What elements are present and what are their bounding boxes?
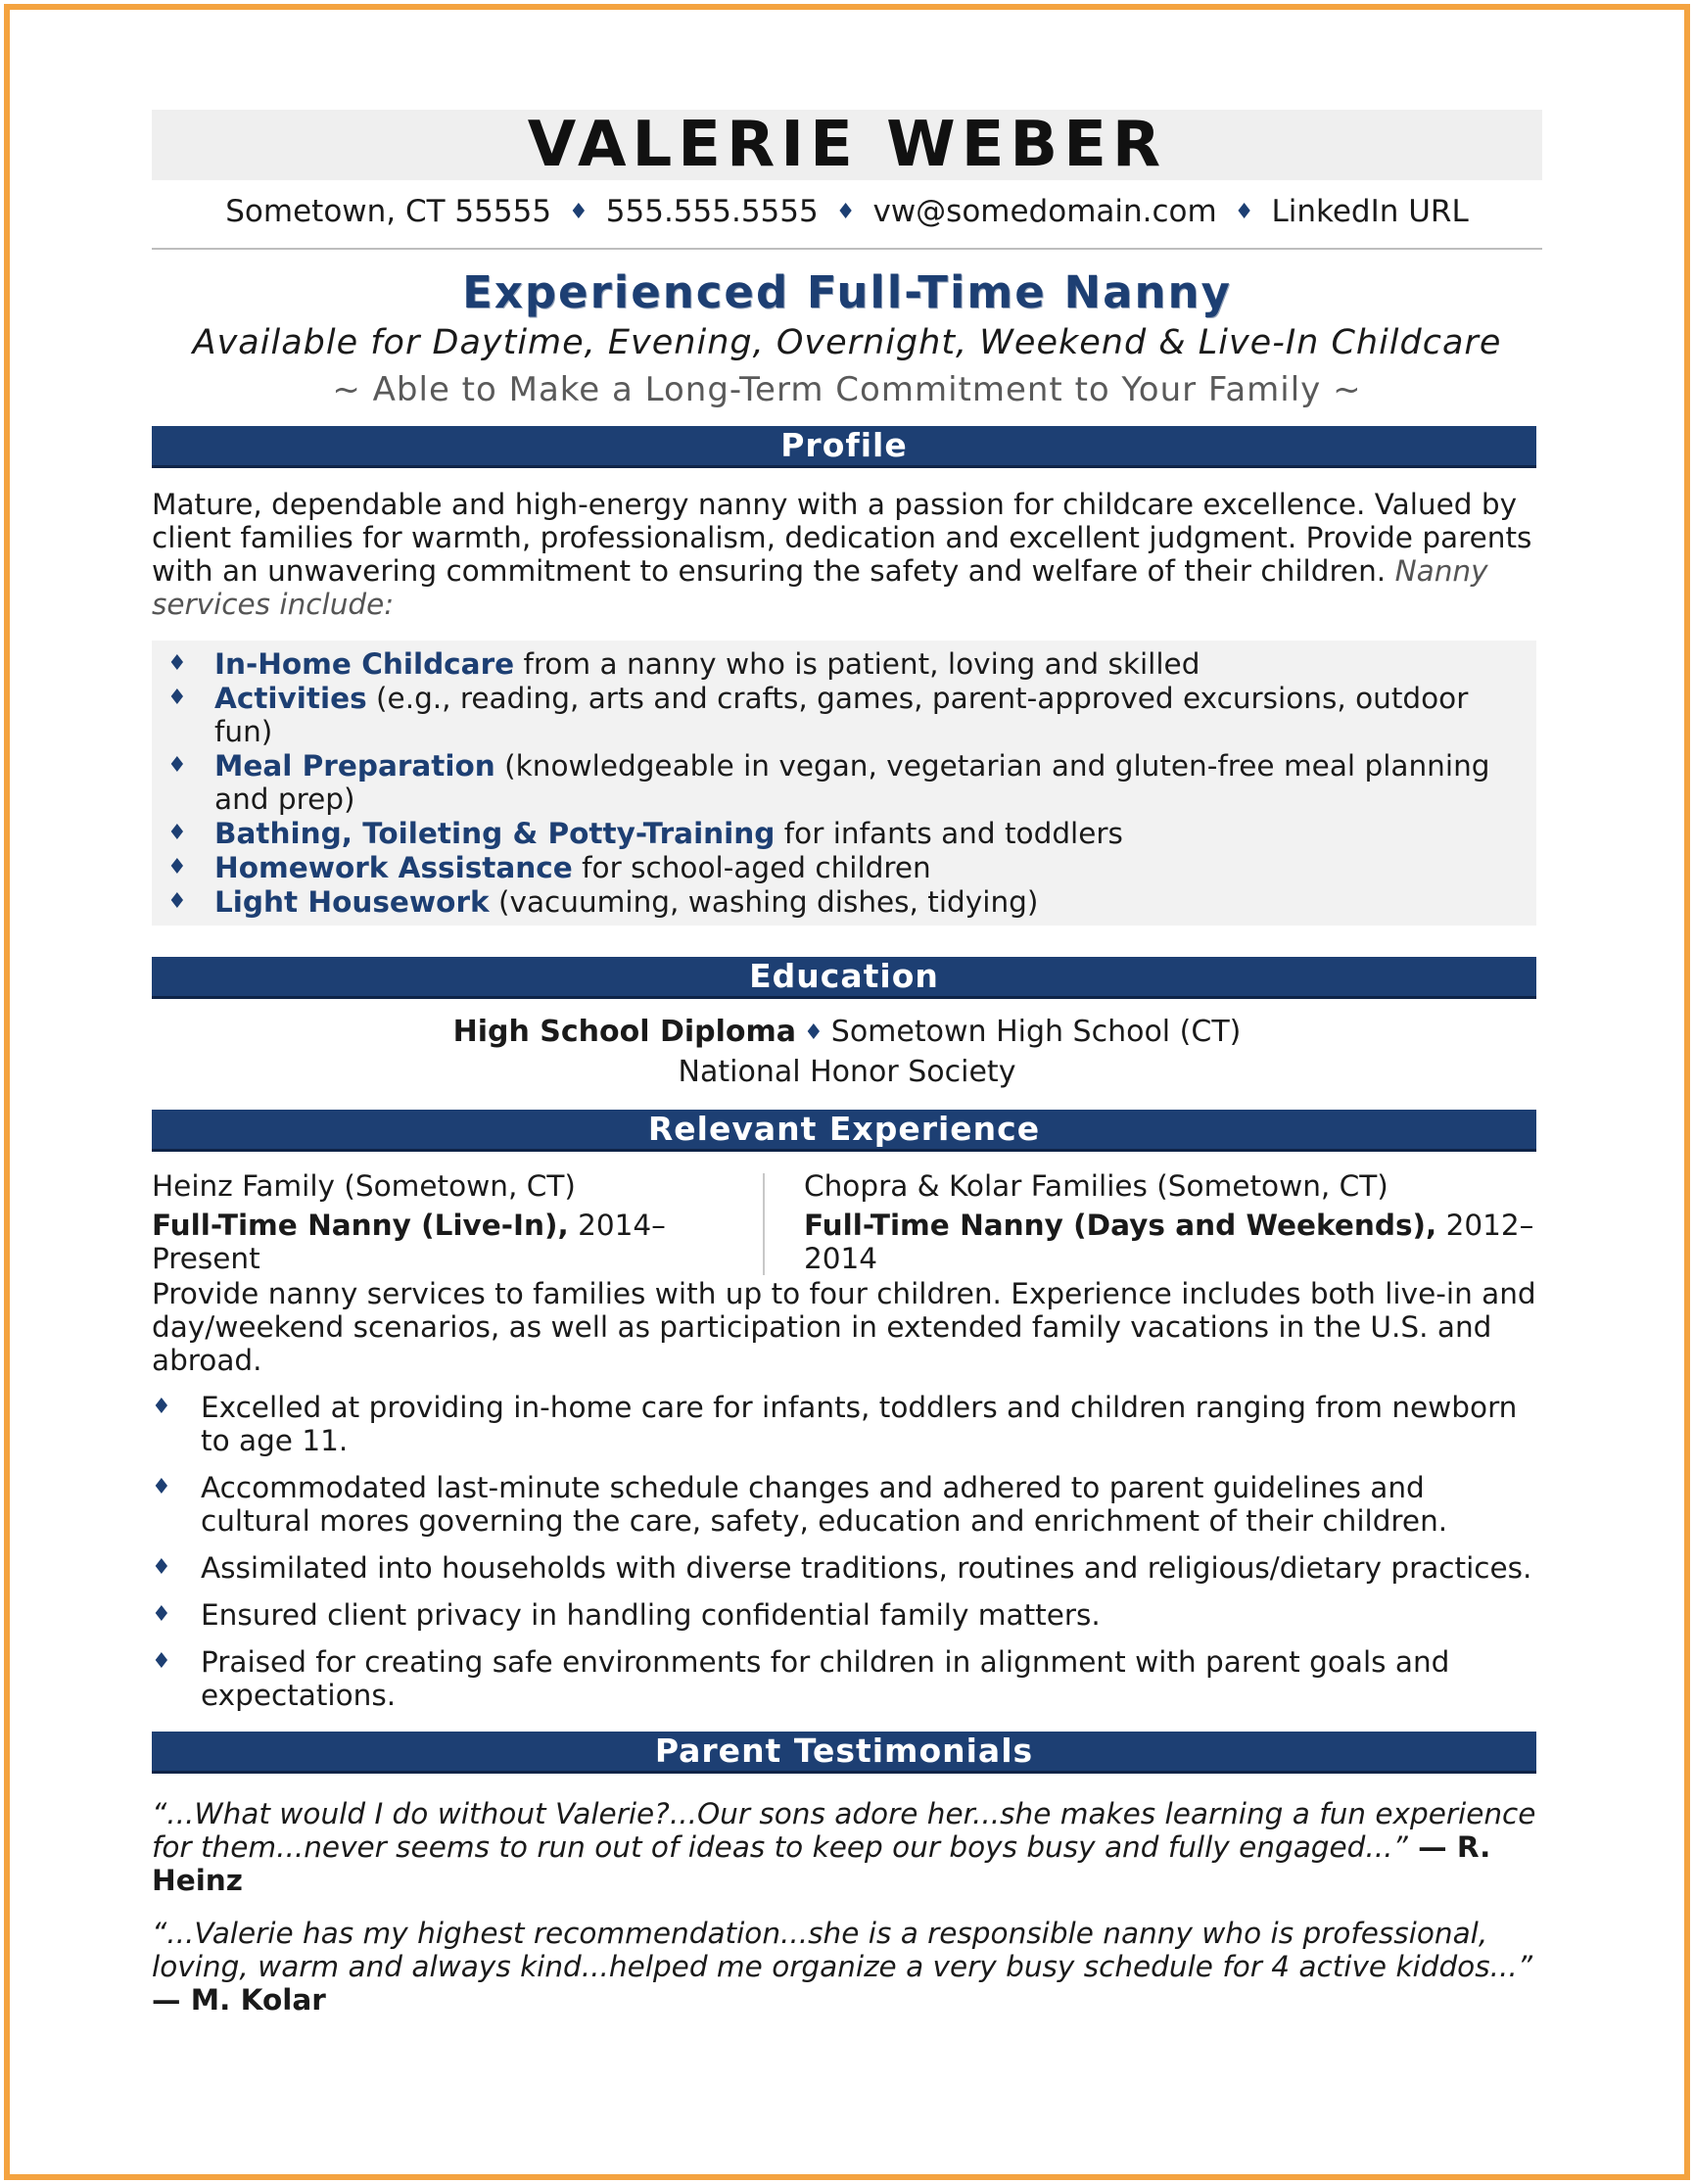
availability-line: Available for Daytime, Evening, Overnight, Weekend & Live-In Childcare (192, 323, 1502, 362)
education-degree-line (152, 1013, 1542, 1053)
section-heading-experience: Relevant Experience (152, 1110, 1536, 1152)
diamond-icon: ♦ (167, 651, 187, 676)
diamond-icon: ♦ (152, 1649, 171, 1674)
testimonial-quote: “...Valerie has my highest recommendation...she is a responsible nanny who is professional, loving, warm and always kind...helped me organize a very busy schedule for 4 active kiddos...” (152, 1917, 1533, 1983)
diamond-icon: ♦ (835, 200, 856, 224)
job-entry (804, 1169, 1542, 1275)
column-divider (763, 1173, 765, 1275)
profile-summary (152, 488, 1542, 621)
job-entry (152, 1169, 710, 1275)
testimonial-author: — M. Kolar (152, 1983, 326, 2017)
education-block (152, 1013, 1542, 1092)
job-columns (152, 1169, 1542, 1277)
contact-email[interactable]: vw@somedomain.com (872, 194, 1217, 229)
section-heading-education: Education (152, 957, 1536, 999)
school: Sometown High School (CT) (830, 1015, 1242, 1049)
job-title: Full-Time Nanny (Live-In), (152, 1209, 569, 1242)
list-item: ♦ Homework Assistance for school-aged children (167, 851, 931, 884)
diamond-icon: ♦ (152, 1555, 171, 1580)
diamond-icon: ♦ (167, 686, 187, 710)
testimonial-quote: “...What would I do without Valerie?...Our sons adore her...she makes learning a fun experience for them...never seems to run out of ideas to keep our boys busy and fully engaged...” (152, 1797, 1536, 1864)
job-employer: Chopra & Kolar Families (Sometown, CT) (804, 1169, 1388, 1203)
diamond-icon: ♦ (152, 1395, 171, 1419)
header-divider (152, 248, 1542, 250)
section-heading-testimonials: Parent Testimonials (152, 1732, 1536, 1774)
job-employer: Heinz Family (Sometown, CT) (152, 1169, 576, 1203)
candidate-name: VALERIE WEBER (152, 110, 1542, 180)
diamond-icon: ♦ (167, 821, 187, 845)
diamond-icon: ♦ (152, 1602, 171, 1627)
profile-text: Mature, dependable and high-energy nanny with a passion for childcare excellence. Valued by client families for warmth, professionalism, dedication and excellent judgment. Provide parents with an unwavering commitment to ensuring the safety and welfare of their children. (152, 488, 1532, 588)
diamond-icon: ♦ (167, 753, 187, 778)
diamond-icon: ♦ (1234, 200, 1254, 224)
list-item: ♦ Praised for creating safe environments for children in alignment with parent goals and expectations. (152, 1645, 1450, 1712)
list-item: ♦ Assimilated into households with diverse traditions, routines and religious/dietary practices. (152, 1551, 1532, 1585)
job-title-line (152, 1209, 710, 1275)
experience-bullets (152, 1391, 1542, 1712)
services-intro: Nanny services include: (152, 554, 1488, 621)
degree: High School Diploma (452, 1015, 797, 1049)
contact-location: Sometown, CT 55555 (225, 194, 552, 229)
list-item: ♦ Accommodated last-minute schedule changes and adhered to parent guidelines and cultural mores governing the care, safety, education and enrichment of their children. (152, 1471, 1448, 1538)
list-item: ♦ Activities (e.g., reading, arts and crafts, games, parent-approved excursions, outdoor fun) (167, 682, 1469, 748)
experience-summary: Provide nanny services to families with up to four children. Experience includes both live-in and day/weekend scenarios, as well as participation in extended family vacations in the U.S. and abroad. (152, 1277, 1536, 1377)
list-item: ♦ Light Housework (vacuuming, washing dishes, tidying) (167, 885, 1039, 919)
contact-phone: 555.555.5555 (605, 194, 819, 229)
list-item: ♦ Bathing, Toileting & Potty-Training for infants and toddlers (167, 817, 1123, 850)
list-item: ♦ Excelled at providing in-home care for infants, toddlers and children ranging from newborn to age 11. (152, 1391, 1518, 1457)
testimonial (152, 1917, 1542, 2017)
headline-title: Experienced Full-Time Nanny (462, 266, 1232, 318)
diamond-icon: ♦ (569, 200, 588, 224)
testimonial-author: — R. Heinz (152, 1830, 1491, 1897)
job-title-line (804, 1209, 1542, 1275)
diamond-icon: ♦ (167, 889, 187, 914)
honor: National Honor Society (678, 1055, 1016, 1089)
resume-page (152, 110, 1542, 2017)
diamond-icon: ♦ (152, 1475, 171, 1499)
commitment-line: ~ Able to Make a Long-Term Commitment to Your Family ~ (332, 370, 1362, 409)
diamond-icon: ♦ (804, 1021, 823, 1045)
job-title: Full-Time Nanny (Days and Weekends), (804, 1209, 1437, 1242)
contact-linkedin[interactable]: LinkedIn URL (1271, 194, 1469, 229)
diamond-icon: ♦ (167, 855, 187, 879)
list-item: ♦ In-Home Childcare from a nanny who is patient, loving and skilled (167, 647, 1200, 681)
services-list (152, 641, 1536, 926)
job-dates: 2012–2014 (804, 1209, 1534, 1275)
list-item: ♦ Meal Preparation (knowledgeable in vegan, vegetarian and gluten-free meal planning and prep) (167, 749, 1490, 816)
section-heading-profile: Profile (152, 426, 1536, 468)
contact-line (152, 190, 1542, 234)
testimonial (152, 1797, 1542, 1897)
list-item: ♦ Ensured client privacy in handling confidential family matters. (152, 1598, 1101, 1632)
job-dates: 2014–Present (152, 1209, 666, 1275)
